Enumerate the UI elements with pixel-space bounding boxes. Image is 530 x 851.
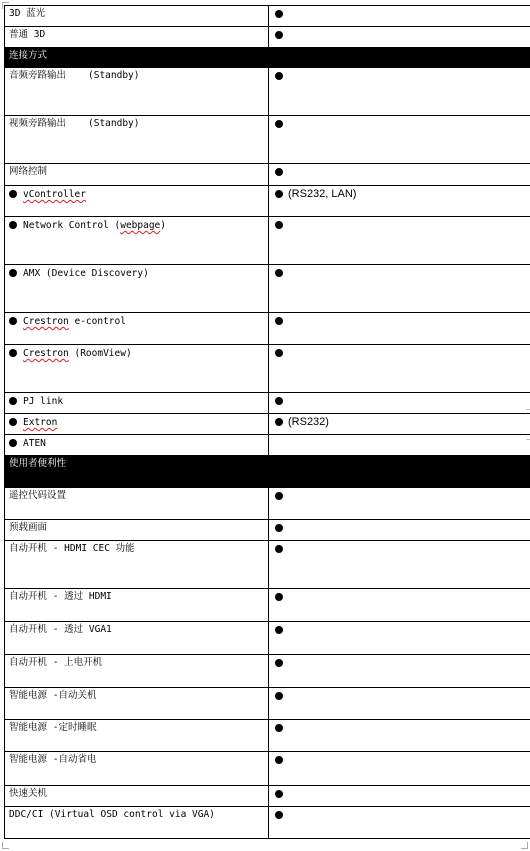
bullet-icon [9,418,17,426]
supported-dot-icon [275,31,283,39]
support-cell [269,720,530,752]
bullet-icon [9,190,17,198]
table-row [5,313,530,345]
table-row [5,622,530,655]
feature-cell [5,488,269,520]
feature-label: 普通 3D [9,29,46,40]
support-cell [269,752,530,786]
support-cell [269,265,530,313]
feature-label: 快速关机 [9,788,48,799]
supported-dot-icon [275,10,283,18]
support-note: (RS232) [288,416,329,428]
supported-dot-icon [275,593,283,601]
support-cell [269,186,530,217]
feature-cell [5,622,269,655]
bullet-icon [9,317,17,325]
support-cell [269,393,530,414]
spellcheck-underline: Crestron [23,316,69,327]
section-title: 连接方式 [9,50,48,61]
feature-cell [5,541,269,589]
table-row [5,414,530,435]
feature-cell [5,164,269,186]
table-row [5,786,530,807]
support-cell [269,488,530,520]
support-cell [269,27,530,48]
feature-label: 视频旁路输出 [9,118,67,129]
feature-label: 3D 蓝光 [9,8,46,19]
support-cell [269,622,530,655]
feature-cell [5,6,269,27]
support-cell [269,435,530,456]
feature-cell [5,186,269,217]
table-row [5,541,530,589]
feature-label: Crestron (RoomView) [23,348,132,359]
table-row [5,488,530,520]
support-cell [269,217,530,265]
supported-dot-icon [275,545,283,553]
table-row [5,345,530,393]
feature-cell [5,68,269,116]
feature-label: Network Control (webpage) [23,220,167,231]
table-row [5,217,530,265]
supported-dot-icon [275,168,283,176]
support-note: (RS232, LAN) [288,188,357,200]
supported-dot-icon [275,756,283,764]
feature-table [4,5,530,839]
feature-label [23,417,57,428]
support-cell [269,688,530,720]
support-cell [269,655,530,688]
supported-dot-icon [275,626,283,634]
feature-label: 智能电源 -自动关机 [9,690,97,701]
supported-dot-icon [275,692,283,700]
feature-cell [5,435,269,456]
feature-label: 智能电源 -定时睡眠 [9,722,97,733]
supported-dot-icon [275,790,283,798]
feature-label: 智能电源 -自动省电 [9,754,97,765]
support-cell [269,807,530,839]
table-row [5,186,530,217]
table-row [5,589,530,622]
feature-cell [5,520,269,541]
supported-dot-icon [275,397,283,405]
feature-cell [5,27,269,48]
support-cell [269,68,530,116]
supported-dot-icon [275,418,283,426]
support-cell [269,541,530,589]
feature-cell [5,345,269,393]
feature-label: 遥控代码设置 [9,490,67,501]
feature-label: 自动开机 - HDMI CEC 功能 [9,543,135,554]
spellcheck-underline: vController [23,189,86,200]
feature-label: 自动开机 - 透过 VGA1 [9,624,112,635]
feature-label: PJ link [23,396,64,407]
bullet-icon [9,269,17,277]
table-row [5,116,530,164]
feature-cell [5,313,269,345]
support-cell [269,6,530,27]
table-row [5,6,530,27]
support-cell [269,164,530,186]
bullet-icon [9,349,17,357]
table-row [5,164,530,186]
supported-dot-icon [275,811,283,819]
feature-cell [5,116,269,164]
supported-dot-icon [275,524,283,532]
support-cell [269,589,530,622]
feature-label: 自动开机 - 上电开机 [9,657,103,668]
section-header [5,456,530,488]
table-row [5,520,530,541]
feature-cell [5,655,269,688]
bullet-icon [9,397,17,405]
feature-suffix: (Standby) [88,70,140,81]
supported-dot-icon [275,72,283,80]
feature-cell [5,786,269,807]
table-row [5,752,530,786]
feature-cell [5,589,269,622]
table-row [5,435,530,456]
feature-label: 音频旁路输出 [9,70,67,81]
feature-label: Crestron e-control [23,316,126,327]
spellcheck-underline: Crestron [23,348,69,359]
table-row [5,720,530,752]
support-cell [269,345,530,393]
feature-cell [5,688,269,720]
table-row [5,27,530,48]
section-header [5,48,530,68]
feature-label [23,189,86,200]
support-cell [269,520,530,541]
table-row [5,265,530,313]
supported-dot-icon [275,190,283,198]
supported-dot-icon [275,492,283,500]
table-row [5,393,530,414]
table-row [5,68,530,116]
feature-label: ATEN [23,438,46,449]
supported-dot-icon [275,120,283,128]
support-cell [269,313,530,345]
supported-dot-icon [275,724,283,732]
feature-cell [5,217,269,265]
section-title: 使用者便利性 [9,458,67,469]
feature-label: 网络控制 [9,166,48,177]
corner-mark-bottom-left [2,842,9,849]
feature-label: 预载画面 [9,522,48,533]
support-cell [269,786,530,807]
feature-cell [5,720,269,752]
table-row [5,655,530,688]
corner-mark-bottom-right [521,842,528,849]
supported-dot-icon [275,317,283,325]
support-cell [269,414,530,435]
feature-label: AMX (Device Discovery) [23,268,149,279]
supported-dot-icon [275,659,283,667]
supported-dot-icon [275,221,283,229]
spellcheck-underline: webpage [120,220,161,231]
feature-cell [5,807,269,839]
feature-suffix: (Standby) [88,118,140,129]
table-row [5,807,530,839]
feature-cell [5,393,269,414]
bullet-icon [9,439,17,447]
feature-label: DDC/CI (Virtual OSD control via VGA) [9,809,215,820]
feature-cell [5,752,269,786]
bullet-icon [9,221,17,229]
feature-label: 自动开机 - 透过 HDMI [9,591,112,602]
supported-dot-icon [275,349,283,357]
spellcheck-underline: Extron [23,417,58,428]
section-header-row [5,48,530,68]
feature-cell [5,265,269,313]
section-header-row [5,456,530,488]
feature-cell [5,414,269,435]
support-cell [269,116,530,164]
table-row [5,688,530,720]
supported-dot-icon [275,269,283,277]
